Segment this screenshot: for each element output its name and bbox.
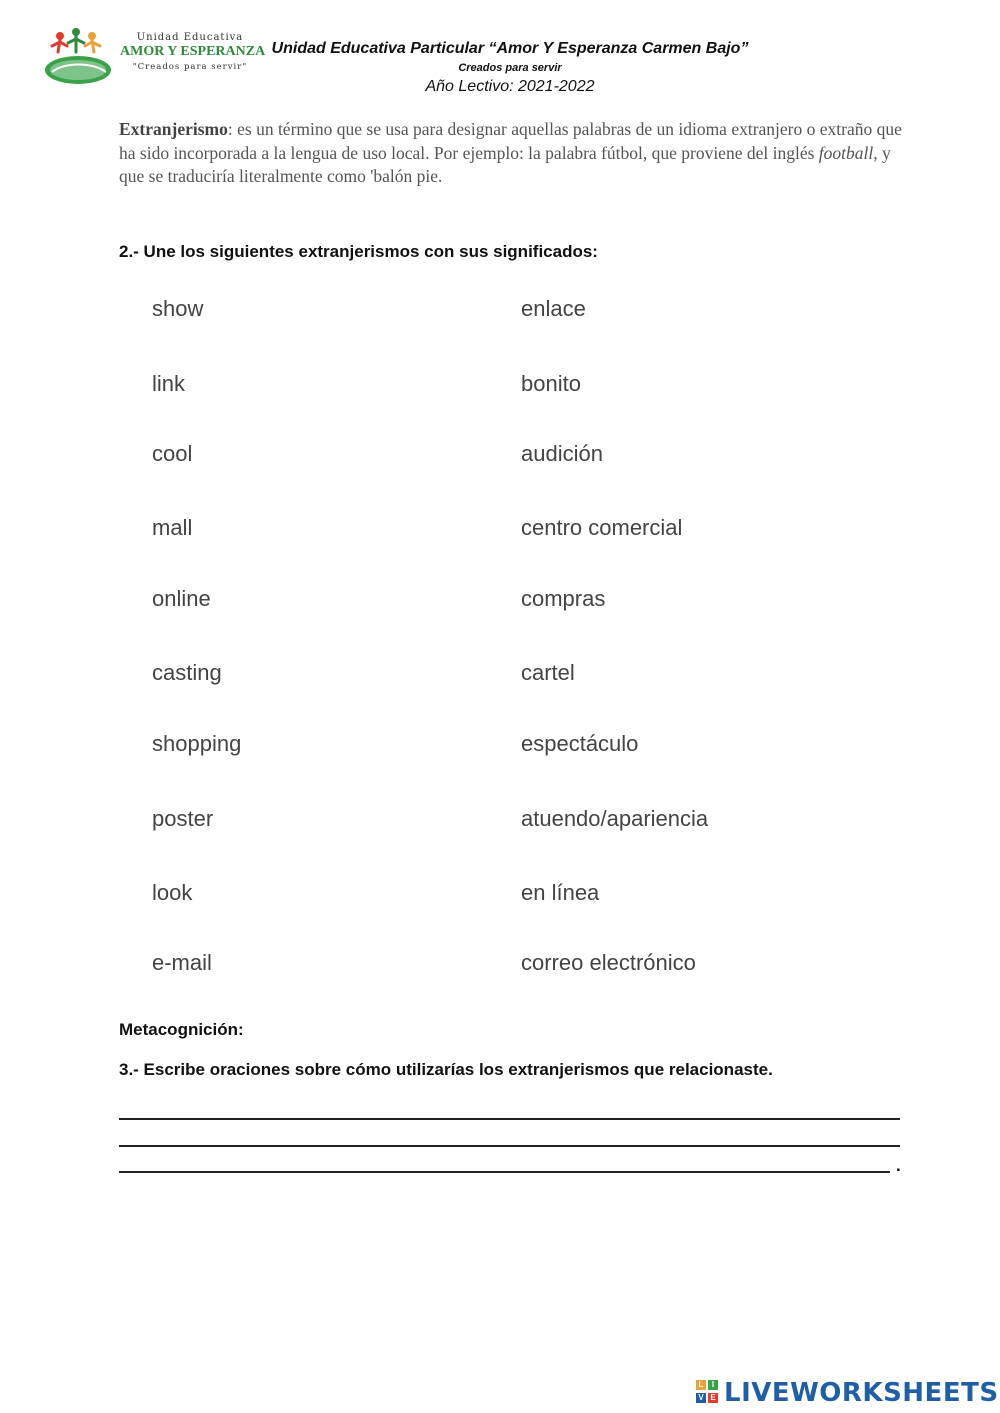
left-word[interactable]: cool bbox=[152, 441, 193, 466]
school-emblem-icon bbox=[40, 26, 120, 88]
left-word[interactable]: online bbox=[152, 586, 211, 611]
left-word[interactable]: shopping bbox=[152, 731, 242, 756]
badge-letter: I bbox=[708, 1380, 718, 1390]
badge-letter: V bbox=[696, 1393, 706, 1403]
right-word[interactable]: enlace bbox=[521, 296, 586, 321]
intro-text-a: : es un término que se usa para designar aquellas palabras de un idioma extranjero o extraño que ha sido incorporada a la lengua de uso local. Por ejemplo: la palabra fútbol, que proviene del inglés bbox=[119, 119, 902, 163]
school-year: Año Lectivo: 2021-2022 bbox=[425, 78, 595, 95]
intro-text-b: , y que se traduciría literalmente como 'balón pie. bbox=[119, 142, 891, 186]
liveworksheets-wordmark: LIVEWORKSHEETS bbox=[724, 1378, 999, 1408]
answer-line[interactable] bbox=[119, 1145, 900, 1147]
liveworksheets-logo-icon bbox=[696, 1380, 720, 1406]
right-word[interactable]: compras bbox=[521, 586, 606, 611]
badge-letter: E bbox=[708, 1393, 718, 1403]
intro-paragraph bbox=[119, 118, 909, 189]
answer-line[interactable] bbox=[119, 1171, 890, 1173]
school-logo bbox=[40, 26, 266, 88]
right-word[interactable]: atuendo/apariencia bbox=[521, 806, 709, 831]
intro-term: Extranjerismo bbox=[119, 119, 228, 139]
right-word[interactable]: centro comercial bbox=[521, 515, 683, 540]
left-word[interactable]: show bbox=[152, 296, 204, 321]
badge-letter: L bbox=[696, 1380, 706, 1390]
left-word[interactable]: poster bbox=[152, 806, 214, 831]
left-word[interactable]: link bbox=[152, 371, 186, 396]
answer-line[interactable] bbox=[119, 1118, 900, 1120]
intro-example: football bbox=[818, 142, 874, 163]
logo-name: AMOR Y ESPERANZA bbox=[120, 44, 266, 59]
right-word[interactable]: espectáculo bbox=[521, 731, 639, 756]
answer-end-mark: . bbox=[896, 1156, 901, 1175]
left-word[interactable]: mall bbox=[152, 515, 193, 540]
school-title: Unidad Educativa Particular “Amor Y Esperanza Carmen Bajo” bbox=[271, 40, 749, 57]
question-3: 3.- Escribe oraciones sobre cómo utilizarías los extranjerismos que relacionaste. bbox=[119, 1060, 773, 1079]
left-word[interactable]: look bbox=[152, 880, 193, 905]
metacognition-heading: Metacognición: bbox=[119, 1020, 244, 1039]
right-word[interactable]: correo electrónico bbox=[521, 950, 696, 975]
right-word[interactable]: cartel bbox=[521, 660, 575, 685]
question-2: 2.- Une los siguientes extranjerismos con sus significados: bbox=[119, 242, 598, 261]
school-subtitle: Creados para servir bbox=[458, 62, 562, 74]
left-word[interactable]: e-mail bbox=[152, 950, 212, 975]
right-word[interactable]: en línea bbox=[521, 880, 600, 905]
left-word[interactable]: casting bbox=[152, 660, 222, 685]
logo-motto: "Creados para servir" bbox=[132, 62, 248, 72]
logo-line-1: Unidad Educativa bbox=[136, 32, 244, 43]
right-word[interactable]: bonito bbox=[521, 371, 581, 396]
right-word[interactable]: audición bbox=[521, 441, 603, 466]
